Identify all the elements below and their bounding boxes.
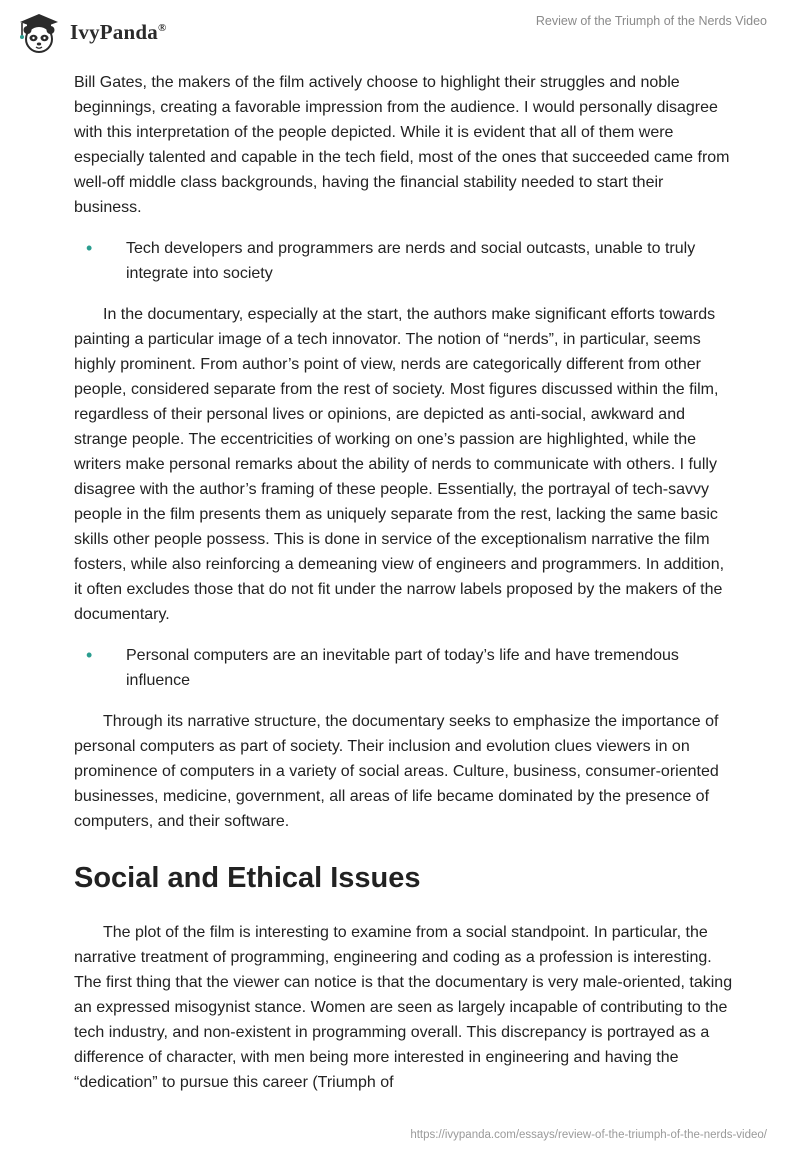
- bullet-item-1: [74, 236, 734, 286]
- bullet-text-1: Tech developers and programmers are nerds and social outcasts, unable to truly integrate into society: [126, 240, 696, 282]
- bullet-item-2: [74, 643, 734, 693]
- paragraph-4: The plot of the film is interesting to examine from a social standpoint. In particular, the narrative treatment of programming, engineering and coding as a profession is interesting. The first thing that the viewer can notice is that the documentary is very male-oriented, taking an expressed misogynist stance. Women are seen as largely incapable of contributing to the tech industry, and non-existent in programming overall. This discrepancy is portrayed as a difference of character, with men being more interested in engineering and having the “dedication” to pursue this career (Triumph of: [74, 924, 733, 1091]
- brand-name: IvyPanda®: [70, 19, 167, 44]
- page-header: [0, 0, 800, 60]
- bullet-dot-icon: •: [86, 238, 93, 258]
- section-heading: Social and Ethical Issues: [74, 862, 421, 894]
- source-url-link[interactable]: https://ivypanda.com/essays/review-of-the-triumph-of-the-nerds-video/: [410, 1129, 767, 1141]
- document-title: Review of the Triumph of the Nerds Video: [535, 14, 767, 28]
- essay-content: [74, 70, 734, 1111]
- panda-graduate-icon: [14, 10, 64, 54]
- bullet-text-2: Personal computers are an inevitable part of today’s life and have tremendous influence: [126, 647, 679, 689]
- bullet-dot-icon: •: [86, 645, 93, 665]
- paragraph-3: Through its narrative structure, the documentary seeks to emphasize the importance of personal computers as part of society. Their inclusion and evolution clues viewers in on prominence of computers in a variety of social areas. Culture, business, consumer-oriented businesses, medicine, government, all areas of life became dominated by the presence of computers, and their software.: [74, 713, 719, 830]
- paragraph-2: In the documentary, especially at the start, the authors make significant efforts towards painting a particular image of a tech innovator. The notion of “nerds”, in particular, seems highly prominent. From author’s point of view, nerds are categorically different from other people, considered separate from the rest of society. Most figures discussed within the film, regardless of their personal lives or opinions, are depicted as anti-social, awkward and strange people. The eccentricities of working on one’s passion are highlighted, while the writers make personal remarks about the ability of nerds to communicate with others. I fully disagree with the author’s framing of these people. Essentially, the portrayal of tech-savvy people in the film presents them as uniquely separate from the rest, lacking the same basic skills other people possess. This is done in service of the exceptionalism narrative the film fosters, while also reinforcing a demeaning view of engineers and programmers. In addition, it often excludes those that do not fit under the narrow labels proposed by the makers of the documentary.: [74, 306, 725, 623]
- brand-logo[interactable]: [14, 10, 166, 54]
- paragraph-1: Bill Gates, the makers of the film actively choose to highlight their struggles and noble beginnings, creating a favorable impression from the audience. I would personally disagree with this interpretation of the people depicted. While it is evident that all of them were especially talented and capable in the tech field, most of the ones that succeeded came from well-off middle class backgrounds, having the financial stability needed to start their business.: [74, 74, 730, 216]
